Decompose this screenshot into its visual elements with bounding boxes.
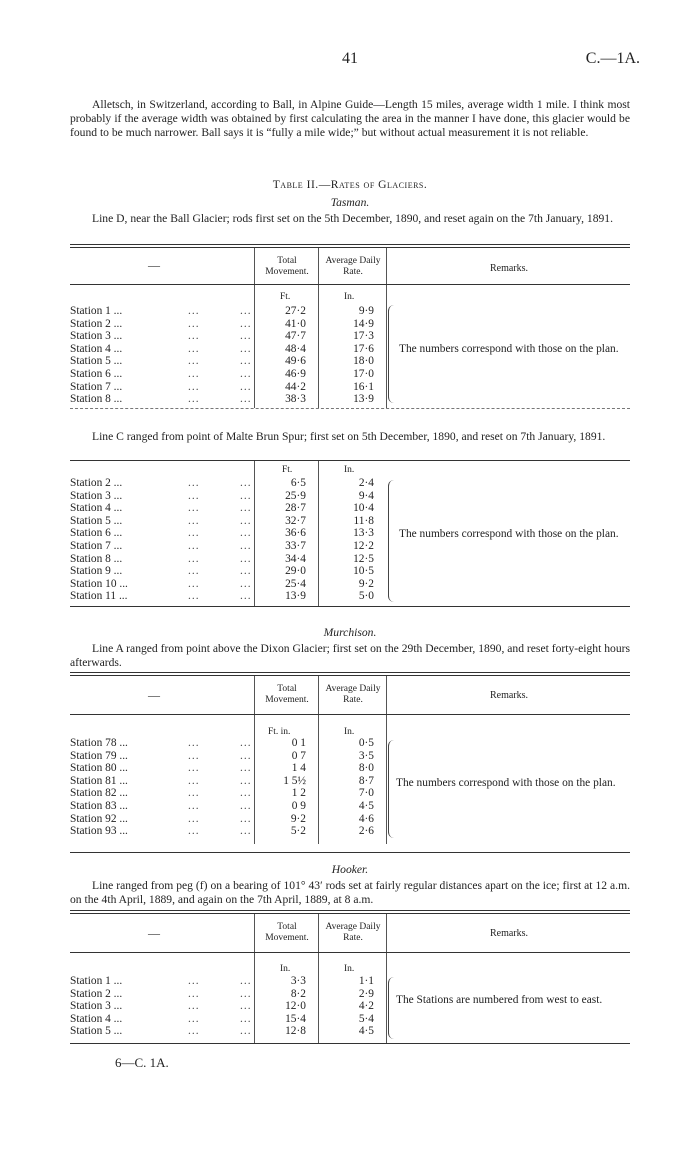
station-label: Station 6 ... (70, 527, 123, 540)
unit-total: In. (280, 964, 291, 974)
unit-daily: In. (344, 727, 355, 737)
daily-rate-value: 4·5 (358, 800, 374, 812)
leader-dots: ... (188, 590, 200, 603)
leader-dots: ... (188, 975, 200, 987)
station-label: Station 7 ... (70, 540, 123, 552)
table-row (70, 540, 630, 553)
remark-brace (388, 480, 394, 602)
daily-rate-value: 17·0 (353, 368, 374, 380)
leader-dots: ... (240, 540, 252, 552)
leader-dots: ... (240, 565, 252, 578)
total-movement-value: 9·2 (290, 812, 306, 825)
leader-dots: ... (240, 1000, 252, 1013)
table-row (70, 578, 630, 591)
total-movement-value: 15·4 (285, 1012, 306, 1025)
station-label: Station 5 ... (70, 1025, 123, 1038)
total-movement-value: 48·4 (285, 342, 306, 355)
leader-dots: ... (240, 355, 252, 368)
unit-daily: In. (344, 292, 355, 302)
total-movement-value: 44·2 (285, 380, 306, 393)
daily-rate-value: 14·9 (353, 317, 374, 330)
total-movement-value: 36·6 (285, 527, 306, 540)
column-header-total-movement: Total Movement. (265, 684, 309, 705)
leader-dots: ... (188, 540, 200, 552)
unit-daily: In. (344, 465, 355, 475)
station-label: Station 4 ... (70, 1012, 123, 1025)
station-label: Station 1 ... (70, 305, 123, 317)
daily-rate-value: 18·0 (353, 355, 374, 368)
daily-rate-value: 5·0 (358, 590, 374, 603)
total-movement-value: 0 9 (291, 800, 306, 812)
total-movement-value: 27·2 (285, 305, 306, 317)
leader-dots: ... (188, 305, 200, 317)
station-label: Station 5 ... (70, 355, 123, 368)
table-row (70, 368, 630, 381)
station-label: Station 79 ... (70, 749, 128, 762)
table-row (70, 318, 630, 331)
table-row (70, 330, 630, 343)
column-header-dash: — (148, 926, 160, 940)
line-d-caption: Line D, near the Ball Glacier; rods first set on the 5th December, 1890, and reset again on the 7th January, 1891. (92, 212, 613, 225)
daily-rate-value: 8·0 (358, 762, 374, 775)
leader-dots: ... (240, 1025, 252, 1038)
station-label: Station 78 ... (70, 737, 128, 749)
daily-rate-value: 9·4 (358, 489, 374, 502)
total-movement-value: 25·4 (285, 577, 306, 590)
total-movement-value: 25·9 (285, 489, 306, 502)
remark-text: The Stations are numbered from west to east. (396, 994, 603, 1006)
leader-dots: ... (240, 800, 252, 812)
leader-dots: ... (188, 737, 200, 749)
leader-dots: ... (188, 800, 200, 812)
leader-dots: ... (240, 825, 252, 838)
remark-brace (388, 305, 394, 403)
daily-rate-value: 9·9 (358, 305, 374, 317)
daily-rate-value: 10·4 (353, 502, 374, 515)
total-movement-value: 47·7 (285, 330, 306, 343)
leader-dots: ... (240, 1012, 252, 1025)
table-row (70, 590, 630, 603)
table-row (70, 477, 630, 490)
total-movement-value: 5·2 (290, 825, 306, 838)
station-label: Station 92 ... (70, 812, 128, 825)
leader-dots: ... (240, 330, 252, 343)
station-label: Station 9 ... (70, 565, 123, 578)
total-movement-value: 28·7 (285, 502, 306, 515)
leader-dots: ... (240, 987, 252, 1000)
station-label: Station 10 ... (70, 577, 128, 590)
table-row (70, 553, 630, 566)
leader-dots: ... (240, 774, 252, 787)
leader-dots: ... (188, 577, 200, 590)
remark-brace (388, 977, 394, 1039)
daily-rate-value: 13·9 (353, 393, 374, 406)
daily-rate-value: 4·5 (358, 1025, 374, 1038)
remark-text: The numbers correspond with those on the plan. (396, 777, 616, 789)
station-label: Station 81 ... (70, 774, 128, 787)
station-label: Station 8 ... (70, 393, 123, 406)
column-header-dash: — (148, 688, 160, 702)
total-movement-value: 32·7 (285, 514, 306, 527)
leader-dots: ... (240, 812, 252, 825)
table-row (70, 750, 630, 763)
leader-dots: ... (240, 393, 252, 406)
leader-dots: ... (240, 514, 252, 527)
table-row (70, 393, 630, 406)
total-movement-value: 1 5½ (283, 774, 306, 787)
leader-dots: ... (188, 812, 200, 825)
table-row (70, 381, 630, 394)
section-heading-murchison: Murchison. (323, 626, 377, 639)
table-row (70, 762, 630, 775)
daily-rate-value: 12·2 (353, 540, 374, 552)
station-label: Station 2 ... (70, 317, 123, 330)
total-movement-value: 33·7 (285, 540, 306, 552)
daily-rate-value: 2·9 (358, 987, 374, 1000)
total-movement-value: 12·0 (285, 1000, 306, 1013)
table-row (70, 305, 630, 318)
total-movement-value: 34·4 (285, 552, 306, 565)
leader-dots: ... (240, 477, 252, 489)
daily-rate-value: 8·7 (358, 774, 374, 787)
station-label: Station 4 ... (70, 342, 123, 355)
column-header-total-movement: Total Movement. (265, 256, 309, 277)
line-c-caption: Line C ranged from point of Malte Brun Spur; first set on 5th December, 1890, and reset on 7th January, 1891. (92, 430, 606, 443)
daily-rate-value: 4·2 (358, 1000, 374, 1013)
daily-rate-value: 1·1 (358, 975, 374, 987)
daily-rate-value: 5·4 (358, 1012, 374, 1025)
leader-dots: ... (188, 1025, 200, 1038)
total-movement-value: 8·2 (290, 987, 306, 1000)
daily-rate-value: 16·1 (353, 380, 374, 393)
daily-rate-value: 10·5 (353, 565, 374, 578)
total-movement-value: 38·3 (285, 393, 306, 406)
leader-dots: ... (188, 330, 200, 343)
leader-dots: ... (188, 987, 200, 1000)
leader-dots: ... (188, 380, 200, 393)
section-heading-hooker: Hooker. (331, 863, 369, 876)
remark-text: The numbers correspond with those on the plan. (399, 528, 619, 540)
daily-rate-value: 13·3 (353, 527, 374, 540)
table-row (70, 515, 630, 528)
column-header-remarks: Remarks. (489, 690, 529, 701)
table-row (70, 813, 630, 826)
daily-rate-value: 0·5 (358, 737, 374, 749)
daily-rate-value: 12·5 (353, 552, 374, 565)
daily-rate-value: 17·3 (353, 330, 374, 343)
leader-dots: ... (188, 825, 200, 838)
table-row (70, 1025, 630, 1038)
leader-dots: ... (240, 527, 252, 540)
remark-brace (388, 740, 394, 838)
leader-dots: ... (188, 527, 200, 540)
leader-dots: ... (240, 762, 252, 775)
table-row (70, 737, 630, 750)
leader-dots: ... (188, 787, 200, 800)
line-a-caption: Line A ranged from point above the Dixon Glacier; first set on the 29th December, 1890, and reset forty-eight hours afterwards. (70, 642, 630, 669)
station-label: Station 93 ... (70, 825, 128, 838)
station-label: Station 83 ... (70, 800, 128, 812)
section-heading-tasman: Tasman. (330, 196, 370, 209)
table-row (70, 355, 630, 368)
station-label: Station 3 ... (70, 489, 123, 502)
table-row (70, 565, 630, 578)
station-label: Station 2 ... (70, 987, 123, 1000)
leader-dots: ... (240, 305, 252, 317)
total-movement-value: 41·0 (285, 317, 306, 330)
table-row (70, 490, 630, 503)
column-header-total-movement: Total Movement. (265, 922, 309, 943)
daily-rate-value: 17·6 (353, 342, 374, 355)
leader-dots: ... (240, 787, 252, 800)
leader-dots: ... (240, 577, 252, 590)
table-row (70, 1013, 630, 1026)
station-label: Station 4 ... (70, 502, 123, 515)
leader-dots: ... (188, 1012, 200, 1025)
total-movement-value: 29·0 (285, 565, 306, 578)
leader-dots: ... (188, 514, 200, 527)
leader-dots: ... (188, 477, 200, 489)
leader-dots: ... (240, 380, 252, 393)
table-row (70, 502, 630, 515)
table-title: Table II.—Rates of Glaciers. (272, 178, 428, 191)
leader-dots: ... (188, 317, 200, 330)
leader-dots: ... (188, 774, 200, 787)
leader-dots: ... (188, 342, 200, 355)
leader-dots: ... (188, 749, 200, 762)
total-movement-value: 0 1 (291, 737, 306, 749)
station-label: Station 3 ... (70, 330, 123, 343)
leader-dots: ... (240, 552, 252, 565)
leader-dots: ... (188, 355, 200, 368)
station-label: Station 80 ... (70, 762, 128, 775)
leader-dots: ... (240, 502, 252, 515)
table-row (70, 975, 630, 988)
total-movement-value: 12·8 (285, 1025, 306, 1038)
leader-dots: ... (188, 552, 200, 565)
daily-rate-value: 9·2 (358, 577, 374, 590)
daily-rate-value: 4·6 (358, 812, 374, 825)
column-header-average-daily-rate: Average Daily Rate. (325, 922, 381, 943)
station-label: Station 1 ... (70, 975, 123, 987)
unit-total: Ft. (282, 465, 293, 475)
total-movement-value: 13·9 (285, 590, 306, 603)
total-movement-value: 6·5 (290, 477, 306, 489)
station-label: Station 11 ... (70, 590, 128, 603)
total-movement-value: 1 2 (291, 787, 306, 800)
unit-daily: In. (344, 964, 355, 974)
daily-rate-value: 7·0 (358, 787, 374, 800)
leader-dots: ... (188, 565, 200, 578)
leader-dots: ... (188, 1000, 200, 1013)
leader-dots: ... (240, 749, 252, 762)
total-movement-value: 46·9 (285, 368, 306, 380)
leader-dots: ... (240, 737, 252, 749)
column-header-average-daily-rate: Average Daily Rate. (325, 256, 381, 277)
station-label: Station 8 ... (70, 552, 123, 565)
station-label: Station 82 ... (70, 787, 128, 800)
leader-dots: ... (240, 342, 252, 355)
station-label: Station 5 ... (70, 514, 123, 527)
daily-rate-value: 3·5 (358, 749, 374, 762)
unit-total: Ft. in. (268, 727, 291, 737)
leader-dots: ... (188, 368, 200, 380)
station-label: Station 6 ... (70, 368, 123, 380)
station-label: Station 3 ... (70, 1000, 123, 1013)
remark-text: The numbers correspond with those on the plan. (399, 343, 619, 355)
page-number: 41 (342, 50, 358, 67)
unit-total: Ft. (280, 292, 291, 302)
footer-signature: 6—C. 1A. (115, 1055, 169, 1070)
leader-dots: ... (188, 489, 200, 502)
daily-rate-value: 11·8 (353, 514, 374, 527)
leader-dots: ... (188, 393, 200, 406)
total-movement-value: 1 4 (291, 762, 306, 775)
column-header-remarks: Remarks. (489, 263, 529, 274)
leader-dots: ... (240, 317, 252, 330)
intro-paragraph: Alletsch, in Switzerland, according to Ball, in Alpine Guide—Length 15 miles, average width 1 mile. I think most probably if the average width was obtained by first calculating the area in the manner I have done, this glacier would be found to be much narrower. Ball says it is “fully a mile wide;” but without actual measurement it is not reliable. (70, 98, 630, 139)
document-reference: C.—1A. (585, 50, 640, 67)
table-row (70, 800, 630, 813)
leader-dots: ... (240, 975, 252, 987)
column-header-average-daily-rate: Average Daily Rate. (325, 684, 381, 705)
daily-rate-value: 2·4 (358, 477, 374, 489)
hooker-caption: Line ranged from peg (f) on a bearing of 101° 43′ rods set at fairly regular distances apart on the ice; first at 12 a.m. on the 4th April, 1889, and again on the 7th April, 1889, at 8 a.m. (70, 879, 630, 906)
column-header-remarks: Remarks. (489, 928, 529, 939)
daily-rate-value: 2·6 (358, 825, 374, 838)
station-label: Station 7 ... (70, 380, 123, 393)
station-label: Station 2 ... (70, 477, 123, 489)
leader-dots: ... (240, 590, 252, 603)
total-movement-value: 0 7 (291, 749, 306, 762)
leader-dots: ... (188, 502, 200, 515)
total-movement-value: 49·6 (285, 355, 306, 368)
table-row (70, 825, 630, 838)
total-movement-value: 3·3 (290, 975, 306, 987)
leader-dots: ... (188, 762, 200, 775)
leader-dots: ... (240, 489, 252, 502)
column-header-dash: — (148, 258, 160, 272)
leader-dots: ... (240, 368, 252, 380)
